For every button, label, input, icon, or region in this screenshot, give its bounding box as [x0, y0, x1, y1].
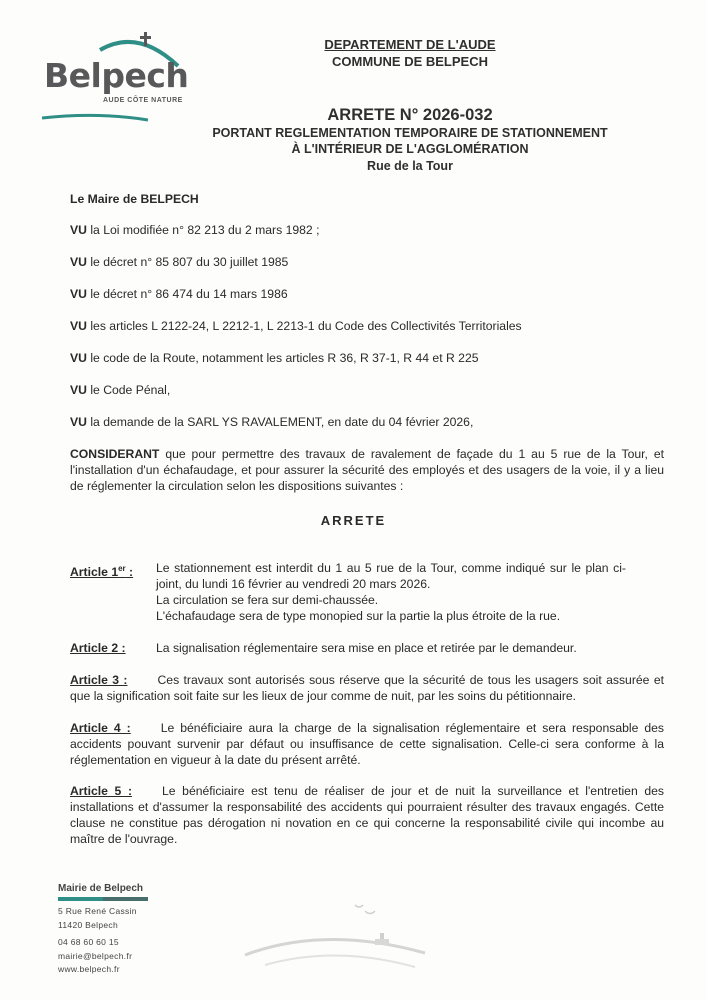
subtitle-line-2: À L'INTÉRIEUR DE L'AGGLOMÉRATION — [291, 142, 529, 156]
document-title: ARRETE N° 2026-032 — [327, 106, 493, 124]
vu-item: VU la Loi modifiée n° 82 213 du 2 mars 1982 ; — [70, 223, 320, 237]
vu-item: VU le code de la Route, notamment les articles R 36, R 37-1, R 44 et R 225 — [70, 351, 479, 365]
footer-title: Mairie de Belpech — [58, 883, 144, 894]
article-1-line: Le stationnement est interdit du 1 au 5 rue de la Tour, comme indiqué sur le plan ci-joint, du lundi 16 février au vendredi 20 mars 2026. — [156, 561, 626, 591]
footer-address-1: 5 Rue René Cassin — [58, 906, 137, 916]
footer-address-2: 11420 Belpech — [58, 920, 118, 930]
article-3: Article 3 : Ces travaux sont autorisés sous réserve que la sécurité de tous les usagers soit assurée et que la signification soit faite sur les lieux de jour comme de nuit, par les soins du pétitionnaire. — [70, 673, 664, 703]
vu-item: VU le Code Pénal, — [70, 383, 171, 397]
article-5: Article 5 : Le bénéficiaire est tenu de réaliser de jour et de nuit la surveillance et l'entretien des installations et d'assumer la responsabilité des accidents qui pourraient résulter des travaux engagés. Cette clause ne constitue pas dérogation ni novation en ce qui concerne la responsabilité civile qui incombe au maître de l'ouvrage. — [70, 784, 664, 846]
article-1-label: Article 1er : — [70, 564, 134, 580]
vu-item: VU la demande de la SARL YS RAVALEMENT, en date du 04 février 2026, — [70, 415, 474, 429]
subtitle-line-1: PORTANT REGLEMENTATION TEMPORAIRE DE STATIONNEMENT — [212, 126, 608, 140]
logo-tagline: AUDE CÔTE NATURE — [103, 97, 183, 104]
article-1-line: L'échafaudage sera de type monopied sur la partie la plus étroite de la rue. — [156, 609, 561, 623]
footer-website[interactable]: www.belpech.fr — [58, 964, 120, 974]
article-4: Article 4 : Le bénéficiaire aura la charge de la signalisation réglementaire et sera responsable des accidents pouvant survenir par défaut ou insuffisance de cette signalisation. Celle-ci sera conforme à la réglementation en vigueur à la date du présent arrêté. — [70, 721, 664, 767]
department-heading: DEPARTEMENT DE L'AUDE — [324, 37, 496, 52]
footer-color-bar — [58, 897, 148, 901]
subtitle-street: Rue de la Tour — [367, 159, 453, 173]
article-1-line: La circulation se fera sur demi-chaussée. — [156, 593, 379, 607]
article-2-text: La signalisation réglementaire sera mise en place et retirée par le demandeur. — [156, 641, 577, 655]
arrete-heading: ARRETE — [320, 513, 387, 528]
logo-wordmark: Belpech — [44, 56, 189, 95]
considerant-paragraph: CONSIDERANT que pour permettre des travaux de ravalement de façade du 1 au 5 rue de la Tour, et l'installation d'un échafaudage, et pour assurer la sécurité des employés et des usagers de la voie, il y a lieu de réglementer la circulation selon les dispositions suivantes : — [70, 447, 664, 493]
vu-item: VU le décret n° 86 474 du 14 mars 1986 — [70, 287, 288, 301]
maire-line: Le Maire de BELPECH — [70, 192, 199, 206]
vu-item: VU les articles L 2122-24, L 2212-1, L 2213-1 du Code des Collectivités Territoriales — [70, 319, 522, 333]
article-2: Article 2 : — [70, 641, 126, 655]
hills-village-outline-icon — [235, 895, 435, 985]
footer-email[interactable]: mairie@belpech.fr — [58, 951, 133, 961]
commune-heading: COMMUNE DE BELPECH — [331, 54, 488, 69]
vu-item: VU le décret n° 85 807 du 30 juillet 1985 — [70, 255, 289, 269]
footer-phone: 04 68 60 60 15 — [58, 937, 119, 947]
